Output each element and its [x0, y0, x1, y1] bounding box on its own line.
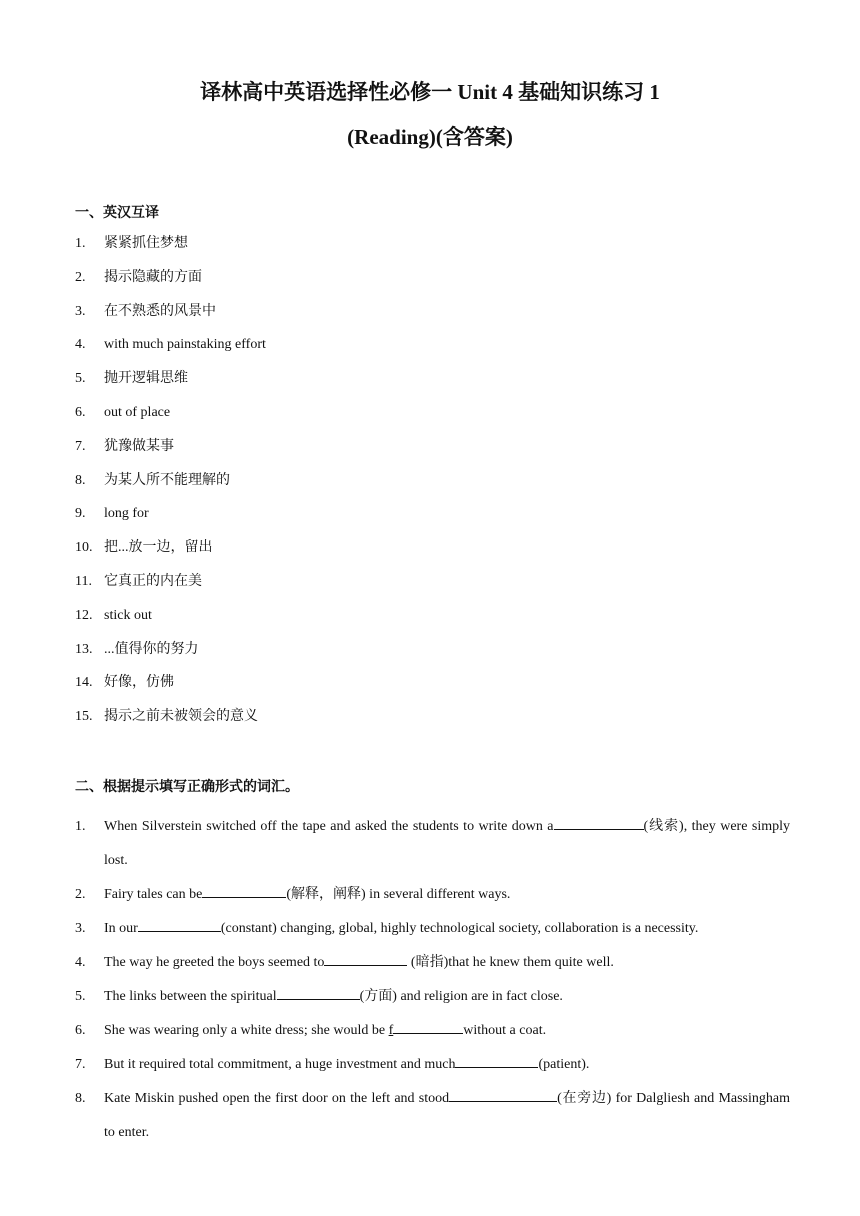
list-item [75, 1048, 790, 1082]
item-number: 11. [75, 573, 92, 589]
translation-list [75, 234, 790, 741]
answer-blank[interactable] [393, 1019, 463, 1034]
item-number: 15. [75, 709, 93, 725]
item-text: out of place [104, 404, 171, 420]
item-text-after: (patient). [538, 1057, 590, 1072]
item-number: 2. [75, 269, 86, 285]
item-number: 8. [75, 1091, 86, 1106]
item-text: 为某人所不能理解的 [104, 472, 230, 488]
page-title-line-1: 译林高中英语选择性必修一 Unit 4 基础知识练习 1 [200, 80, 660, 104]
list-item [75, 606, 790, 640]
item-number: 3. [75, 303, 86, 319]
list-item [75, 234, 790, 268]
item-text: long for [104, 506, 149, 522]
item-number: 7. [75, 438, 86, 454]
item-number: 3. [75, 921, 86, 936]
item-text: stick out [104, 607, 152, 623]
list-item [75, 946, 790, 980]
answer-blank[interactable] [202, 883, 286, 898]
item-text-after: (方面) and religion are in fact close. [359, 989, 563, 1004]
list-item [75, 437, 790, 471]
item-number: 14. [75, 675, 93, 691]
item-number: 13. [75, 641, 93, 657]
item-text: with much painstaking effort [104, 337, 266, 353]
page-title-line-2: (Reading)(含答案) [347, 125, 513, 149]
item-text-before: Fairy tales can be [104, 887, 203, 902]
list-item [75, 572, 790, 606]
list-item [75, 369, 790, 403]
item-text-after: (在旁边) for Dalgliesh and Massingham to enter. [104, 1091, 790, 1140]
list-item [75, 673, 790, 707]
hint-letter: f [388, 1023, 394, 1038]
answer-blank[interactable] [324, 951, 407, 966]
item-number: 2. [75, 887, 86, 902]
item-number: 5. [75, 371, 86, 387]
list-item [75, 1082, 790, 1150]
item-text: 抛开逻辑思维 [104, 371, 188, 387]
list-item [75, 504, 790, 538]
item-number: 4. [75, 337, 86, 353]
item-text-after: (constant) changing, global, highly technological society, collaboration is a necessity. [220, 921, 699, 936]
item-number: 6. [75, 404, 86, 420]
list-item [75, 1014, 790, 1048]
list-item [75, 302, 790, 336]
list-item [75, 810, 790, 878]
list-item [75, 335, 790, 369]
item-number: 12. [75, 607, 93, 623]
item-text: 它真正的内在美 [104, 573, 202, 589]
item-text: 好像，仿佛 [104, 675, 174, 691]
item-text: 揭示隐藏的方面 [104, 269, 202, 285]
list-item [75, 268, 790, 302]
item-number: 8. [75, 472, 86, 488]
list-item [75, 640, 790, 674]
item-text-before: Kate Miskin pushed open the first door on the left and stood [104, 1091, 450, 1106]
list-item [75, 980, 790, 1014]
section-1-heading: 一、英汉互译 [75, 206, 159, 221]
list-item [75, 471, 790, 505]
item-number: 4. [75, 955, 86, 970]
item-text: ...值得你的努力 [104, 641, 199, 657]
list-item [75, 707, 790, 741]
item-number: 9. [75, 506, 86, 522]
list-item [75, 912, 790, 946]
item-number: 7. [75, 1057, 86, 1072]
item-number: 6. [75, 1023, 86, 1038]
item-number: 5. [75, 989, 86, 1004]
answer-blank[interactable] [277, 985, 360, 1000]
item-text-before: When Silverstein switched off the tape and asked the students to write down a [104, 819, 554, 834]
item-text: 把...放一边，留出 [104, 540, 213, 556]
item-text: 紧紧抓住梦想 [104, 236, 188, 251]
list-item [75, 403, 790, 437]
item-text-after: (线索), they were simply lost. [104, 819, 790, 868]
item-text-after: (解释，阐释) in several different ways. [286, 887, 511, 902]
answer-blank[interactable] [554, 815, 644, 830]
item-text-after: without a coat. [463, 1023, 547, 1038]
list-item [75, 878, 790, 912]
item-text: 揭示之前未被领会的意义 [104, 709, 258, 725]
item-text-before: The way he greeted the boys seemed to [104, 955, 325, 970]
item-text-before: She was wearing only a white dress; she would be [104, 1023, 389, 1038]
section-2-heading: 二、根据提示填写正确形式的词汇。 [75, 780, 299, 795]
list-item [75, 538, 790, 572]
item-number: 1. [75, 236, 86, 251]
answer-blank[interactable] [455, 1053, 538, 1068]
answer-blank[interactable] [449, 1087, 557, 1102]
item-text-before: But it required total commitment, a huge investment and much [104, 1057, 456, 1072]
item-number: 10. [75, 540, 93, 556]
item-text-before: In our [104, 921, 138, 936]
answer-blank[interactable] [138, 917, 221, 932]
item-text: 犹豫做某事 [104, 438, 174, 454]
item-text-before: The links between the spiritual [104, 989, 277, 1004]
fill-in-list [75, 810, 790, 1150]
item-text: 在不熟悉的风景中 [104, 303, 216, 319]
item-text-after: (暗指)that he knew them quite well. [407, 955, 614, 970]
item-number: 1. [75, 819, 86, 834]
